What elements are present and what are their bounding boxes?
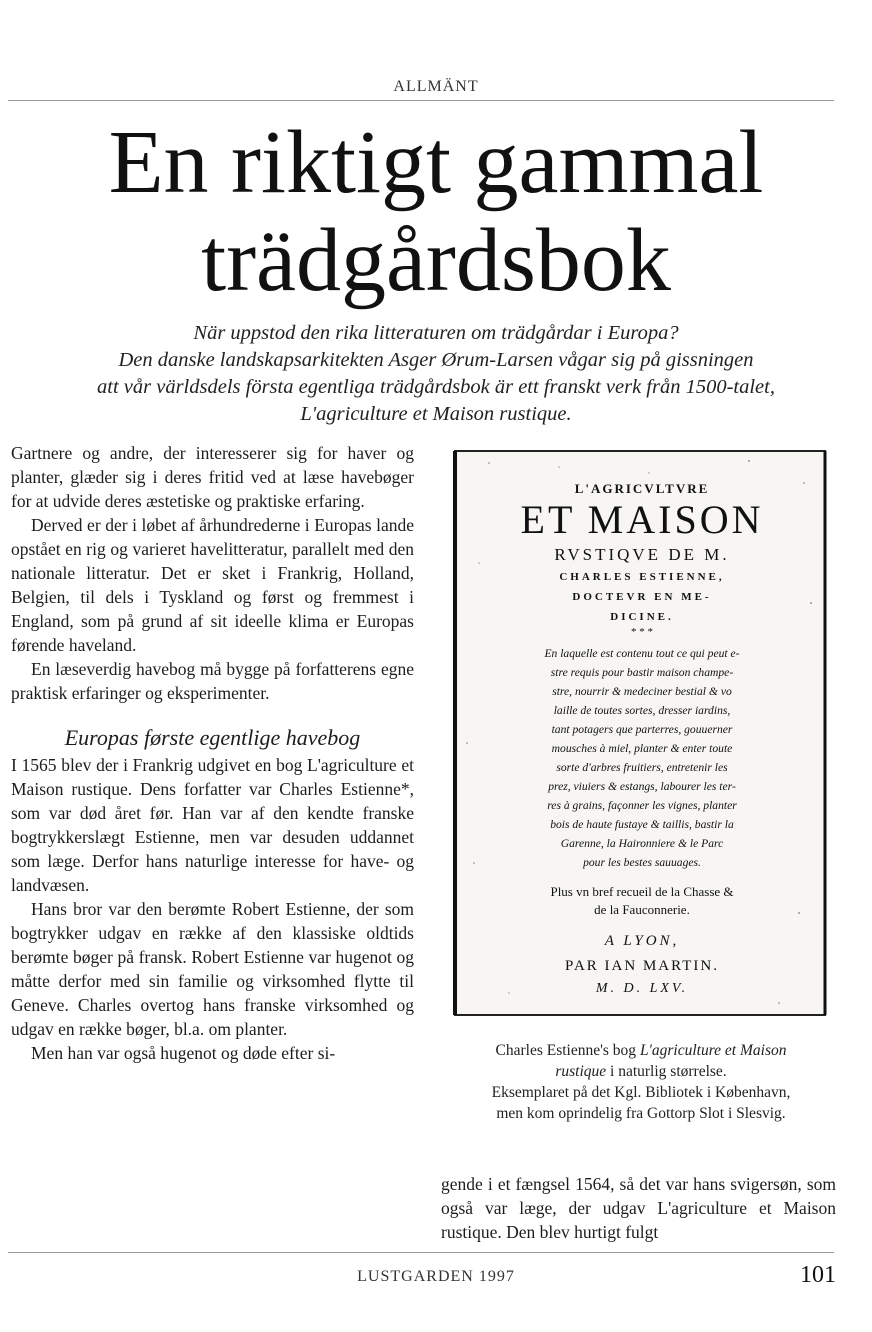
title-page-body-line: laille de toutes sortes, dresser iardins, xyxy=(553,704,731,717)
right-column-continuation xyxy=(441,1172,836,1244)
title-page-imprint: M. D. LXV. xyxy=(595,981,689,996)
title-page-body-line: stre requis pour bastir maison champe- xyxy=(550,666,734,679)
body-paragraph: Gartnere og andre, der interesserer sig for haver og planter, glæder sig i deres fritid ved at læse havebøger for at udvide deres æstetiske og praktiske erfaring. xyxy=(11,443,414,511)
title-page-supplement: de la Fauconnerie. xyxy=(594,902,690,917)
title-page-body-line: bois de haute fustaye & taillis, bastir la xyxy=(550,818,734,831)
body-paragraph: Derved er der i løbet af århundrederne i Europas lande opstået en rig og varieret havelitteratur, parallelt med den nationale litteratur. Det er sket i Frankrig, Holland, Belgien, til dels i Tyskland og først og fremmest i England, som på grund af sit ideelle klima er Europas førende haveland. xyxy=(11,515,414,655)
title-page-body-line: sorte d'arbres fruitiers, entretenir les xyxy=(556,761,728,774)
caption-title: rustique xyxy=(555,1063,607,1080)
top-rule xyxy=(8,100,834,101)
subheading: Europas første egentlige havebog xyxy=(64,725,361,750)
body-paragraph: I 1565 blev der i Frankrig udgivet en bog L'agriculture et Maison rustique. Dens forfatter var Charles Estienne*, som var død året før. Han var af den kendte franske bogtrykkerslægt Estienne, men var desuden uddannet som læge. Derfor hans naturlige interesse for have- og landvæsen. xyxy=(11,755,414,895)
body-paragraph: Men han var også hugenot og døde efter si- xyxy=(31,1043,336,1063)
caption-line xyxy=(441,1061,841,1082)
figure-caption xyxy=(441,1040,841,1124)
lede-line: L'agriculture et Maison rustique. xyxy=(300,403,572,425)
left-column xyxy=(11,441,414,1065)
section-label: ALLMÄNT xyxy=(393,78,479,95)
title-page-body-line: mousches à miel, planter & enter toute xyxy=(551,742,733,755)
caption-line: Eksemplaret på det Kgl. Bibliotek i København, xyxy=(491,1084,791,1101)
title-page-body-line: prez, viuiers & estangs, labourer les ter- xyxy=(548,780,736,793)
body-paragraph: Hans bror var den berømte Robert Estienne, der som bogtrykker udgav en række af den klassiske oldtids berømte bøger på fransk. Robert Estienne var hugenot og måtte derfor med sin familie og virksomhed flytte til Geneve. Charles overtog hans franske virksomhed og udgav en række bøger, bl.a. om planter. xyxy=(11,899,414,1039)
footer-journal: LUSTGARDEN 1997 xyxy=(357,1268,515,1285)
lede-line: När uppstod den rika litteraturen om trädgårdar i Europa? xyxy=(193,322,679,344)
title-page-body-line: res à grains, façonner les vignes, planter xyxy=(547,799,737,812)
title-page-line: DICINE. xyxy=(610,611,674,623)
bottom-rule xyxy=(8,1252,834,1253)
title-page-body-line: En laquelle est contenu tout ce qui peut e- xyxy=(544,647,740,660)
title-page-imprint: PAR IAN MARTIN. xyxy=(565,958,719,974)
title-line-1: En riktigt gammal xyxy=(108,113,764,212)
title-page-imprint: A LYON, xyxy=(604,933,680,949)
title-page-scan xyxy=(449,443,837,1021)
title-page-supplement: Plus vn bref recueil de la Chasse & xyxy=(550,884,734,899)
title-page-line: ET MAISON xyxy=(520,497,764,542)
title-page-body-line: pour les bestes sauuages. xyxy=(583,856,701,869)
body-paragraph: En læseverdig havebog må bygge på forfatterens egne praktisk erfaringer og eksperimenter. xyxy=(11,659,414,703)
title-page-body-line: stre, nourrir & medeciner bestial & vo xyxy=(552,685,732,698)
title-page-body-line: Garenne, la Haironniere & le Parc xyxy=(560,837,724,850)
caption-suffix: i naturlig størrelse. xyxy=(606,1063,727,1080)
title-page-ornament: * * * xyxy=(631,626,653,638)
title-page-line: CHARLES ESTIENNE, xyxy=(559,571,725,583)
article-lede xyxy=(20,320,852,428)
caption-title: L'agriculture et Maison xyxy=(639,1042,787,1059)
title-page-line: DOCTEVR EN ME- xyxy=(572,591,712,603)
title-page-figure xyxy=(449,443,837,1021)
page-number: 101 xyxy=(800,1262,836,1288)
caption-line xyxy=(441,1040,841,1061)
title-line-2: trädgårdsbok xyxy=(201,211,671,310)
lede-line: Den danske landskapsarkitekten Asger Ørum-Larsen vågar sig på gissningen xyxy=(118,349,754,371)
caption-line: men kom oprindelig fra Gottorp Slot i Slesvig. xyxy=(496,1105,786,1122)
title-page-line: RVSTIQVE DE M. xyxy=(554,545,730,564)
lede-line: att vår världsdels första egentliga trädgårdsbok är ett franskt verk från 1500-talet, xyxy=(97,376,775,398)
article-title xyxy=(0,114,872,310)
title-page-body-line: tant potagers que parterres, gouuerner xyxy=(551,723,733,736)
title-page-line: L'AGRICVLTVRE xyxy=(574,481,710,496)
caption-prefix: Charles Estienne's bog xyxy=(495,1042,640,1059)
body-paragraph: gende i et fængsel 1564, så det var hans svigersøn, som også var læge, der udgav L'agriculture et Maison rustique. Den blev hurtigt fulgt xyxy=(441,1174,836,1242)
